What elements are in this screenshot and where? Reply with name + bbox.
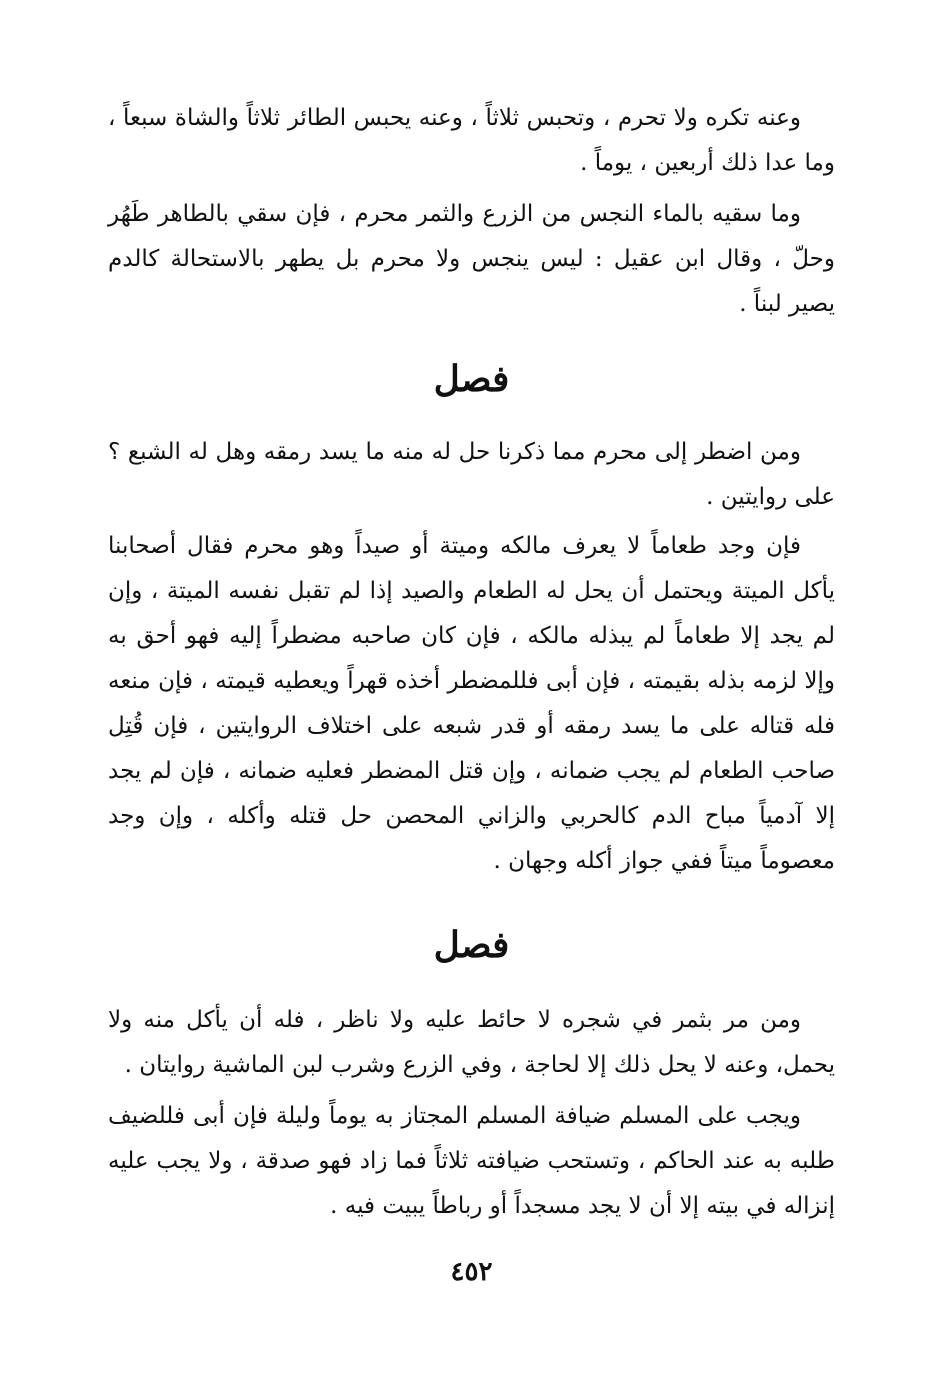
paragraph-prohibition-durations: وعنه تكره ولا تحرم ، وتحبس ثلاثاً ، وعنه يحبس الطائر ثلاثاً والشاة سبعاً ، وما عدا ذلك أربعين ، يوماً . <box>108 105 835 176</box>
paragraph-hospitality: ويجب على المسلم ضيافة المسلم المجتاز به يوماً وليلة فإن أبى فللضيف طلبه به عند الحاكم ، وتستحب ضيافته ثلاثاً فما زاد فهو صدقة ، ولا يجب عليه إنزاله في بيته إلا أن لا يجد مسجداً أو رباطاً يبيت فيه . <box>108 1103 835 1219</box>
paragraph-fruit-on-trees: ومن مر بثمر في شجره لا حائط عليه ولا ناظر ، فله أن يأكل منه ولا يحمل، وعنه لا يحل ذلك إلا لحاجة ، وفي الزرع وشرب لبن الماشية روايتان . <box>108 1007 835 1078</box>
paragraph-najis-water-crops: وما سقيه بالماء النجس من الزرع والثمر محرم ، فإن سقي بالطاهر طَهُر وحلّ ، وقال ابن عقيل : ليس ينجس ولا محرم بل يطهر بالاستحالة كالدم يصير لبناً . <box>108 201 835 317</box>
page-number: ٤٥٢ <box>450 1257 493 1287</box>
section-heading-2: فصل <box>433 924 510 966</box>
paragraph-necessity-details: فإن وجد طعاماً لا يعرف مالكه وميتة أو صيداً وهو محرم فقال أصحابنا يأكل الميتة ويحتمل أن يحل له الطعام والصيد إذا لم تقبل نفسه الميتة ، وإن لم يجد إلا طعاماً لم يبذله مالكه ، فإن كان صاحبه مضطراً إليه فهو أحق به وإلا لزمه بذله بقيمته ، فإن أبى فللمضطر أخذه قهراً ويعطيه قيمته ، فإن منعه فله قتاله على ما يسد رمقه أو قدر شبعه على اختلاف الروايتين ، فإن قُتِل صاحب الطعام لم يجب ضمانه ، وإن قتل المضطر فعليه ضمانه ، فإن لم يجد إلا آدمياً مباح الدم كالحربي والزاني المحصن حل قتله وأكله ، وإن وجد معصوماً ميتاً ففي جواز أكله وجهان . <box>108 533 835 874</box>
paragraph-necessity-rule: ومن اضطر إلى محرم مما ذكرنا حل له منه ما يسد رمقه وهل له الشبع ؟ على روايتين . <box>108 439 835 510</box>
section-heading-1: فصل <box>433 358 510 400</box>
